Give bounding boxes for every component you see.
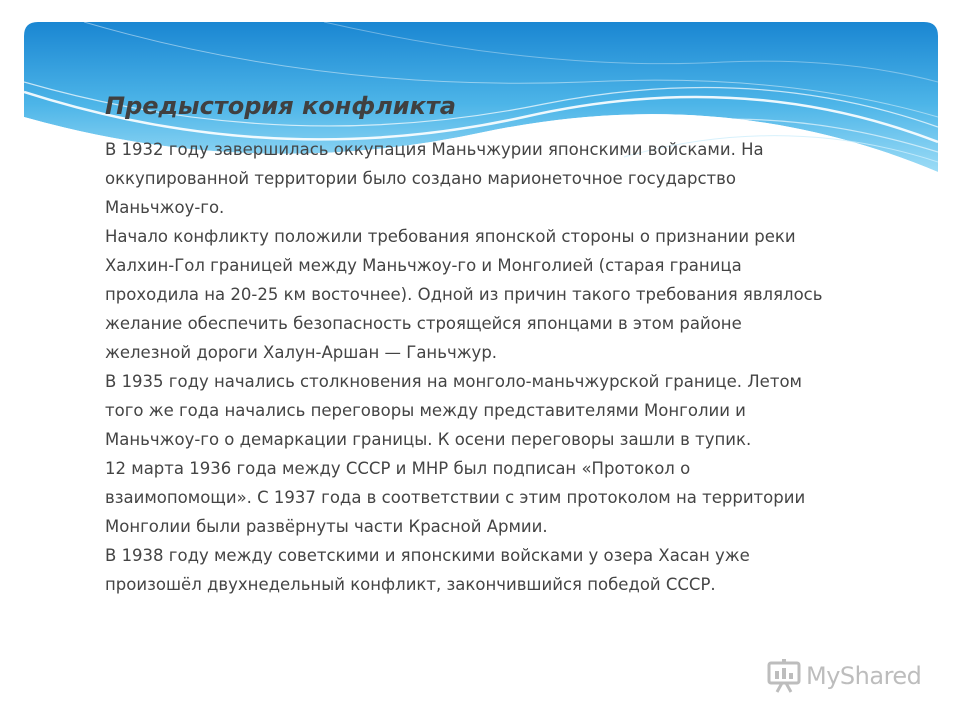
paragraph: Начало конфликту положили требования японской стороны о признании реки Халхин-Гол границей между Маньчжоу-го и Монголией (старая граница проходила на 20-25 км восточнее). Одной из причин такого требования являлось желание обеспечить безопасность строящейся японцами в этом районе железной дороги Халун-Аршан — Ганьчжур.: [105, 227, 823, 362]
slide-title: Предыстория конфликта: [105, 92, 456, 120]
presentation-board-icon: [766, 659, 802, 693]
paragraph: 12 марта 1936 года между СССР и МНР был подписан «Протокол о взаимопомощи». С 1937 года в соответствии с этим протоколом на территории Монголии были развёрнуты части Красной Армии.: [105, 459, 806, 536]
paragraph: В 1932 году завершилась оккупация Маньчжурии японскими войсками. На оккупированной территории было создано марионеточное государство Маньчжоу-го.: [105, 140, 764, 217]
paragraph: В 1935 году начались столкновения на монголо-маньчжурской границе. Летом того же года начались переговоры между представителями Монголии и Маньчжоу-го о демаркации границы. К осени переговоры зашли в тупик.: [105, 372, 802, 449]
watermark: [766, 656, 921, 696]
slide-body: [105, 135, 825, 599]
watermark-text: MyShared: [806, 662, 922, 690]
paragraph: В 1938 году между советскими и японскими войсками у озера Хасан уже произошёл двухнедельный конфликт, закончившийся победой СССР.: [105, 546, 750, 594]
